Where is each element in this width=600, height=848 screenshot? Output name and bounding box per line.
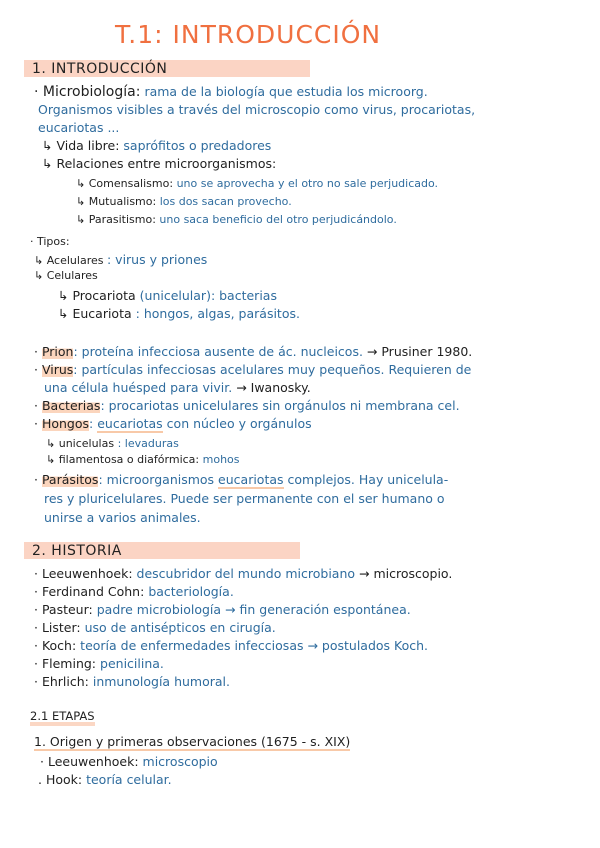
mutualismo-term: Mutualismo: — [88, 195, 157, 208]
hongos-underlined: eucariotas — [97, 416, 163, 431]
unicelulas-def: : levaduras — [117, 437, 179, 450]
virus-def-2: una célula huésped para vivir. — [44, 380, 233, 395]
bacterias-def: : procariotas unicelulares sin orgánulos ni membrana cel. — [100, 398, 460, 413]
hongos-term: Hongos — [41, 416, 90, 431]
microbiologia-def: rama de la biología que estudia los microorg. — [144, 84, 428, 99]
tipos-label: · Tipos: — [30, 235, 70, 248]
parasitismo-def: uno saca beneficio del otro perjudicándolo. — [159, 213, 397, 226]
parasitos-line-1: · Parásitos: microorganismos eucariotas complejos. Hay unicelula- — [34, 472, 449, 487]
filamentosa-line — [46, 452, 240, 468]
branch-arrow-icon: ↳ — [76, 195, 86, 208]
section-heading-introduccion: 1. INTRODUCCIÓN — [24, 60, 310, 77]
procariota-term: Procariota — [72, 288, 136, 303]
virus-term: Virus — [41, 362, 74, 377]
branch-arrow-icon: ↳ — [58, 306, 69, 321]
branch-arrow-icon: ↳ — [76, 213, 86, 226]
acelulares-term: Acelulares — [46, 254, 104, 267]
comensalismo-def: uno se aprovecha y el otro no sale perjudicado. — [176, 177, 439, 190]
vida-libre-line — [42, 138, 271, 154]
prion-def: : proteína infecciosa ausente de ác. nucleicos. — [73, 344, 363, 359]
filamentosa-term: filamentosa o diafórmica: — [58, 453, 200, 466]
bacterias-line: · Bacterias: procariotas unicelulares sin orgánulos ni membrana cel. — [34, 398, 460, 413]
eucariota-def: : hongos, algas, parásitos. — [135, 306, 300, 321]
prion-term: Prion — [41, 344, 74, 359]
microbiologia-line-2: Organismos visibles a través del microscopio como virus, procariotas, — [38, 102, 476, 117]
virus-line-1: · Virus: partículas infecciosas acelulares muy pequeños. Requieren de — [34, 362, 472, 377]
comensalismo-term: Comensalismo: — [88, 177, 174, 190]
stage-1-heading: 1. Origen y primeras observaciones (1675 - s. XIX) — [34, 734, 351, 749]
branch-arrow-icon: ↳ — [46, 437, 56, 450]
parasitos-line-2: res y pluricelulares. Puede ser permanente con el ser humano o — [44, 491, 445, 506]
microbiologia-term: · Microbiología: — [34, 84, 141, 100]
historia-item-lister: · Lister: uso de antisépticos en cirugía. — [34, 620, 276, 635]
vida-libre-term: Vida libre: — [56, 138, 120, 153]
relaciones-line — [42, 156, 276, 172]
page-title: T.1: INTRODUCCIÓN — [115, 20, 382, 49]
vida-libre-def: saprófitos o predadores — [123, 138, 272, 153]
parasitismo-term: Parasitismo: — [88, 213, 156, 226]
mutualismo-def: los dos sacan provecho. — [159, 195, 292, 208]
historia-item-ehrlich: · Ehrlich: inmunología humoral. — [34, 674, 230, 689]
bacterias-term: Bacterias — [41, 398, 101, 413]
historia-item-leeuwenhoek: · Leeuwenhoek: descubridor del mundo microbiano → microscopio. — [34, 566, 453, 581]
branch-arrow-icon: ↳ — [34, 269, 44, 282]
prion-ref: → Prusiner 1980. — [366, 344, 473, 359]
mutualismo-line — [76, 194, 292, 210]
branch-arrow-icon: ↳ — [34, 254, 44, 267]
procariota-line — [58, 288, 277, 304]
celulares-line — [34, 268, 98, 284]
comensalismo-line — [76, 176, 438, 192]
parasitos-underlined: eucariotas — [218, 472, 284, 487]
unicelulas-term: unicelulas — [58, 437, 115, 450]
microbiologia-line-1 — [34, 84, 428, 100]
branch-arrow-icon: ↳ — [58, 288, 69, 303]
prion-line: · Prion: proteína infecciosa ausente de ác. nucleicos. → Prusiner 1980. — [34, 344, 473, 359]
etapa-item-leeuwenhoek: · Leeuwenhoek: microscopio — [40, 754, 218, 769]
branch-arrow-icon: ↳ — [42, 156, 53, 171]
parasitismo-line — [76, 212, 397, 228]
celulares-term: Celulares — [46, 269, 98, 282]
eucariota-line — [58, 306, 300, 322]
eucariota-term: Eucariota — [72, 306, 132, 321]
parasitos-term: Parásitos — [41, 472, 99, 487]
historia-item-koch: · Koch: teoría de enfermedades infecciosas → postulados Koch. — [34, 638, 429, 653]
branch-arrow-icon: ↳ — [46, 453, 56, 466]
virus-ref: → Iwanosky. — [236, 380, 311, 395]
relaciones-term: Relaciones entre microorganismos: — [56, 156, 277, 171]
branch-arrow-icon: ↳ — [76, 177, 86, 190]
acelulares-line — [34, 252, 207, 269]
filamentosa-def: mohos — [202, 453, 240, 466]
microbiologia-line-3: eucariotas ... — [38, 120, 120, 135]
section-heading-historia: 2. HISTORIA — [24, 542, 300, 559]
virus-def: : partículas infecciosas acelulares muy pequeños. Requieren de — [73, 362, 472, 377]
unicelulas-line — [46, 436, 179, 452]
etapa-item-hook: . Hook: teoría celular. — [38, 772, 172, 787]
historia-item-pasteur: · Pasteur: padre microbiología → fin generación espontánea. — [34, 602, 411, 617]
parasitos-line-3: unirse a varios animales. — [44, 510, 201, 525]
procariota-def: (unicelular): bacterias — [139, 288, 277, 303]
acelulares-def: : virus y priones — [106, 252, 208, 267]
hongos-line: · Hongos: eucariotas con núcleo y orgánulos — [34, 416, 312, 431]
subsection-heading-etapas: 2.1 ETAPAS — [30, 710, 95, 726]
virus-line-2 — [44, 380, 311, 396]
historia-item-cohn: · Ferdinand Cohn: bacteriología. — [34, 584, 234, 599]
branch-arrow-icon: ↳ — [42, 138, 53, 153]
historia-item-fleming: · Fleming: penicilina. — [34, 656, 164, 671]
